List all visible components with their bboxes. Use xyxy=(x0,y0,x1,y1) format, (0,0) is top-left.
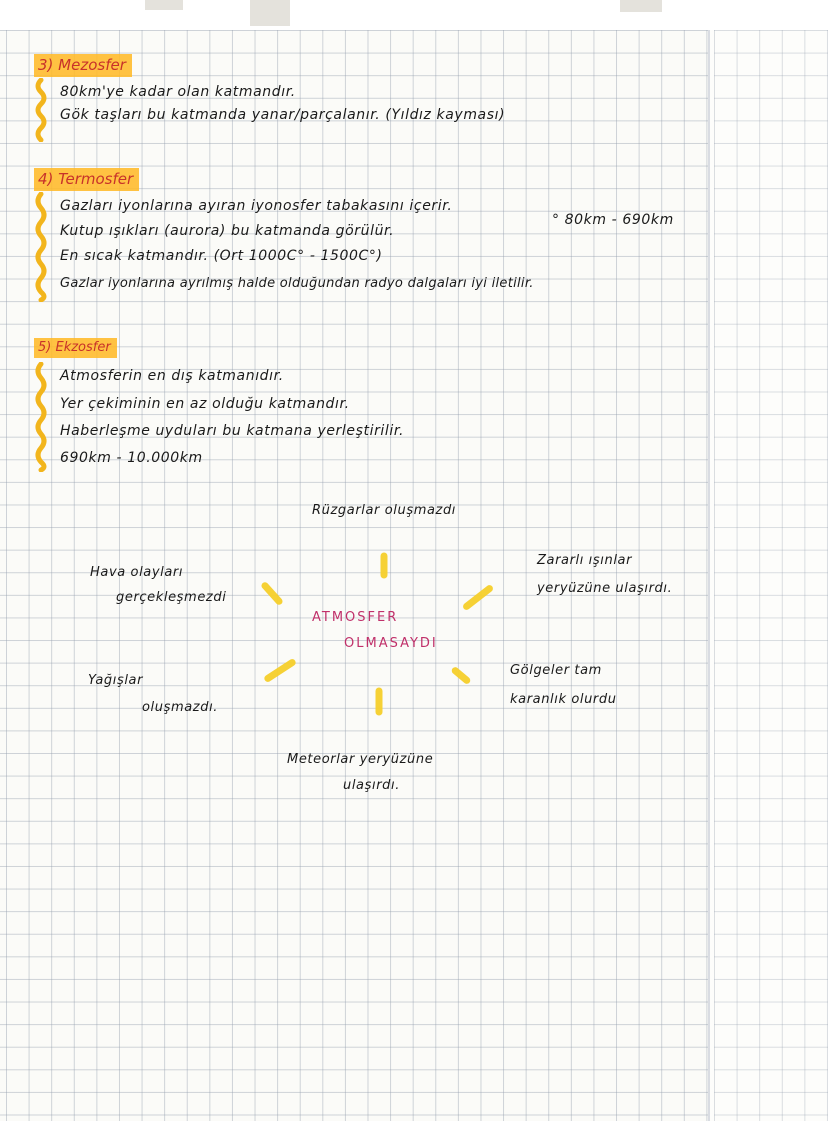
branch-upper-right: yeryüzüne ulaşırdı. xyxy=(537,581,673,596)
note-line: 80km'ye kadar olan katmandır. xyxy=(60,84,296,100)
branch-top: Rüzgarlar oluşmazdı xyxy=(312,503,457,518)
branch-lower-left: Yağışlar xyxy=(88,673,144,688)
note-line: Gök taşları bu katmanda yanar/parçalanır. (Yıldız kayması) xyxy=(60,107,506,123)
side-note: ° 80km - 690km xyxy=(552,212,674,228)
wavy-margin-mark xyxy=(34,192,48,302)
branch-lower-right: Gölgeler tam xyxy=(510,663,602,678)
page-top-margin xyxy=(0,0,828,30)
branch-lower-left: oluşmazdı. xyxy=(142,700,219,715)
wavy-margin-mark xyxy=(34,362,48,472)
branch-upper-right: Zararlı ışınlar xyxy=(537,553,633,568)
branch-lower-right: karanlık olurdu xyxy=(510,692,617,707)
center-title: ATMOSFER xyxy=(312,610,399,625)
binder-hole xyxy=(620,0,662,12)
note-line: Yer çekiminin en az olduğu katmandır. xyxy=(60,396,350,412)
branch-upper-left: gerçekleşmezdi xyxy=(116,590,227,605)
wavy-margin-mark xyxy=(34,78,48,142)
note-line: Atmosferin en dış katmanıdır. xyxy=(60,368,284,384)
ray-bottom xyxy=(376,688,383,716)
right-page-grid xyxy=(714,30,828,1121)
note-line: Kutup ışıkları (aurora) bu katmanda görülür. xyxy=(60,223,395,239)
ray-top xyxy=(381,553,388,579)
note-line: 690km - 10.000km xyxy=(60,450,203,466)
section-heading: 4) Termosfer xyxy=(34,168,139,191)
branch-bottom: Meteorlar yeryüzüne xyxy=(287,752,434,767)
binder-hole xyxy=(250,0,290,26)
note-line: Haberleşme uyduları bu katmana yerleştirilir. xyxy=(60,423,405,439)
branch-bottom: ulaşırdı. xyxy=(343,778,400,793)
center-title: OLMASAYDI xyxy=(344,636,438,651)
binder-hole xyxy=(145,0,183,10)
section-heading: 3) Mezosfer xyxy=(34,54,132,77)
section-heading: 5) Ekzosfer xyxy=(34,338,117,358)
note-line: Gazlar iyonlarına ayrılmış halde olduğundan radyo dalgaları iyi iletilir. xyxy=(60,276,534,291)
note-line: Gazları iyonlarına ayıran iyonosfer tabakasını içerir. xyxy=(60,198,453,214)
branch-upper-left: Hava olayları xyxy=(90,565,184,580)
note-line: En sıcak katmandır. (Ort 1000C° - 1500C°) xyxy=(60,248,383,264)
